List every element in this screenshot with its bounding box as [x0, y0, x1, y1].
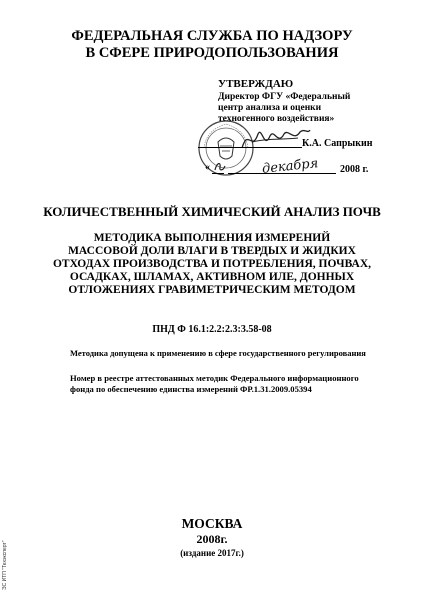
- agency-line-2: В СФЕРЕ ПРИРОДОПОЛЬЗОВАНИЯ: [85, 45, 339, 61]
- date-day-line: [212, 173, 224, 174]
- method-title-line: ОТЛОЖЕНИЯХ ГРАВИМЕТРИЧЕСКИМ МЕТОДОМ: [68, 284, 356, 296]
- approver-line: центр анализа и оценки: [218, 103, 322, 113]
- side-watermark: ЭС ИТП "Техэксперт": [2, 540, 8, 590]
- registry-line: Номер в реестре аттестованных методик Федерального информационного: [70, 373, 359, 383]
- method-title-line: МЕТОДИКА ВЫПОЛНЕНИЯ ИЗМЕРЕНИЙ: [93, 232, 331, 244]
- handwritten-signature: [238, 122, 312, 156]
- agency-line-1: ФЕДЕРАЛЬНАЯ СЛУЖБА ПО НАДЗОРУ: [71, 28, 353, 44]
- registry-line: фонда по обеспечению единства измерений ФР.1.31.2009.05394: [70, 384, 312, 394]
- signer-name: К.А. Сапрыкин: [302, 138, 373, 149]
- edition-note: (издание 2017г.): [180, 548, 244, 558]
- date-month-handwritten: декабря: [261, 156, 319, 177]
- handwritten-day: [212, 158, 228, 174]
- date-year: 2008 г.: [340, 164, 369, 175]
- agency-header: [0, 28, 424, 62]
- approval-title: УТВЕРЖДАЮ: [218, 78, 294, 90]
- main-heading: КОЛИЧЕСТВЕННЫЙ ХИМИЧЕСКИЙ АНАЛИЗ ПОЧВ: [43, 204, 381, 219]
- method-title-line: ОСАДКАХ, ШЛАМАХ, АКТИВНОМ ИЛЕ, ДОННЫХ: [69, 271, 355, 283]
- allowed-note: Методика допущена к применению в сфере государственного регулирования: [70, 348, 366, 358]
- registry-note: [70, 373, 404, 395]
- method-title: [0, 232, 424, 297]
- date-quote: «: [205, 162, 210, 173]
- publication-year: 2008г.: [196, 532, 228, 546]
- approver-position: [218, 92, 388, 125]
- publication-city: МОСКВА: [181, 516, 243, 531]
- signature-line: [198, 147, 302, 148]
- method-title-line: ОТХОДАХ ПРОИЗВОДСТВА И ПОТРЕБЛЕНИЯ, ПОЧВАХ,: [52, 258, 372, 270]
- document-code: ПНД Ф 16.1:2.2:2.3:3.58-08: [152, 324, 272, 335]
- approver-line: Директор ФГУ «Федеральный: [218, 92, 351, 102]
- method-title-line: МАССОВОЙ ДОЛИ ВЛАГИ В ТВЕРДЫХ И ЖИДКИХ: [68, 245, 356, 257]
- approver-line: техногенного воздействия»: [218, 114, 335, 124]
